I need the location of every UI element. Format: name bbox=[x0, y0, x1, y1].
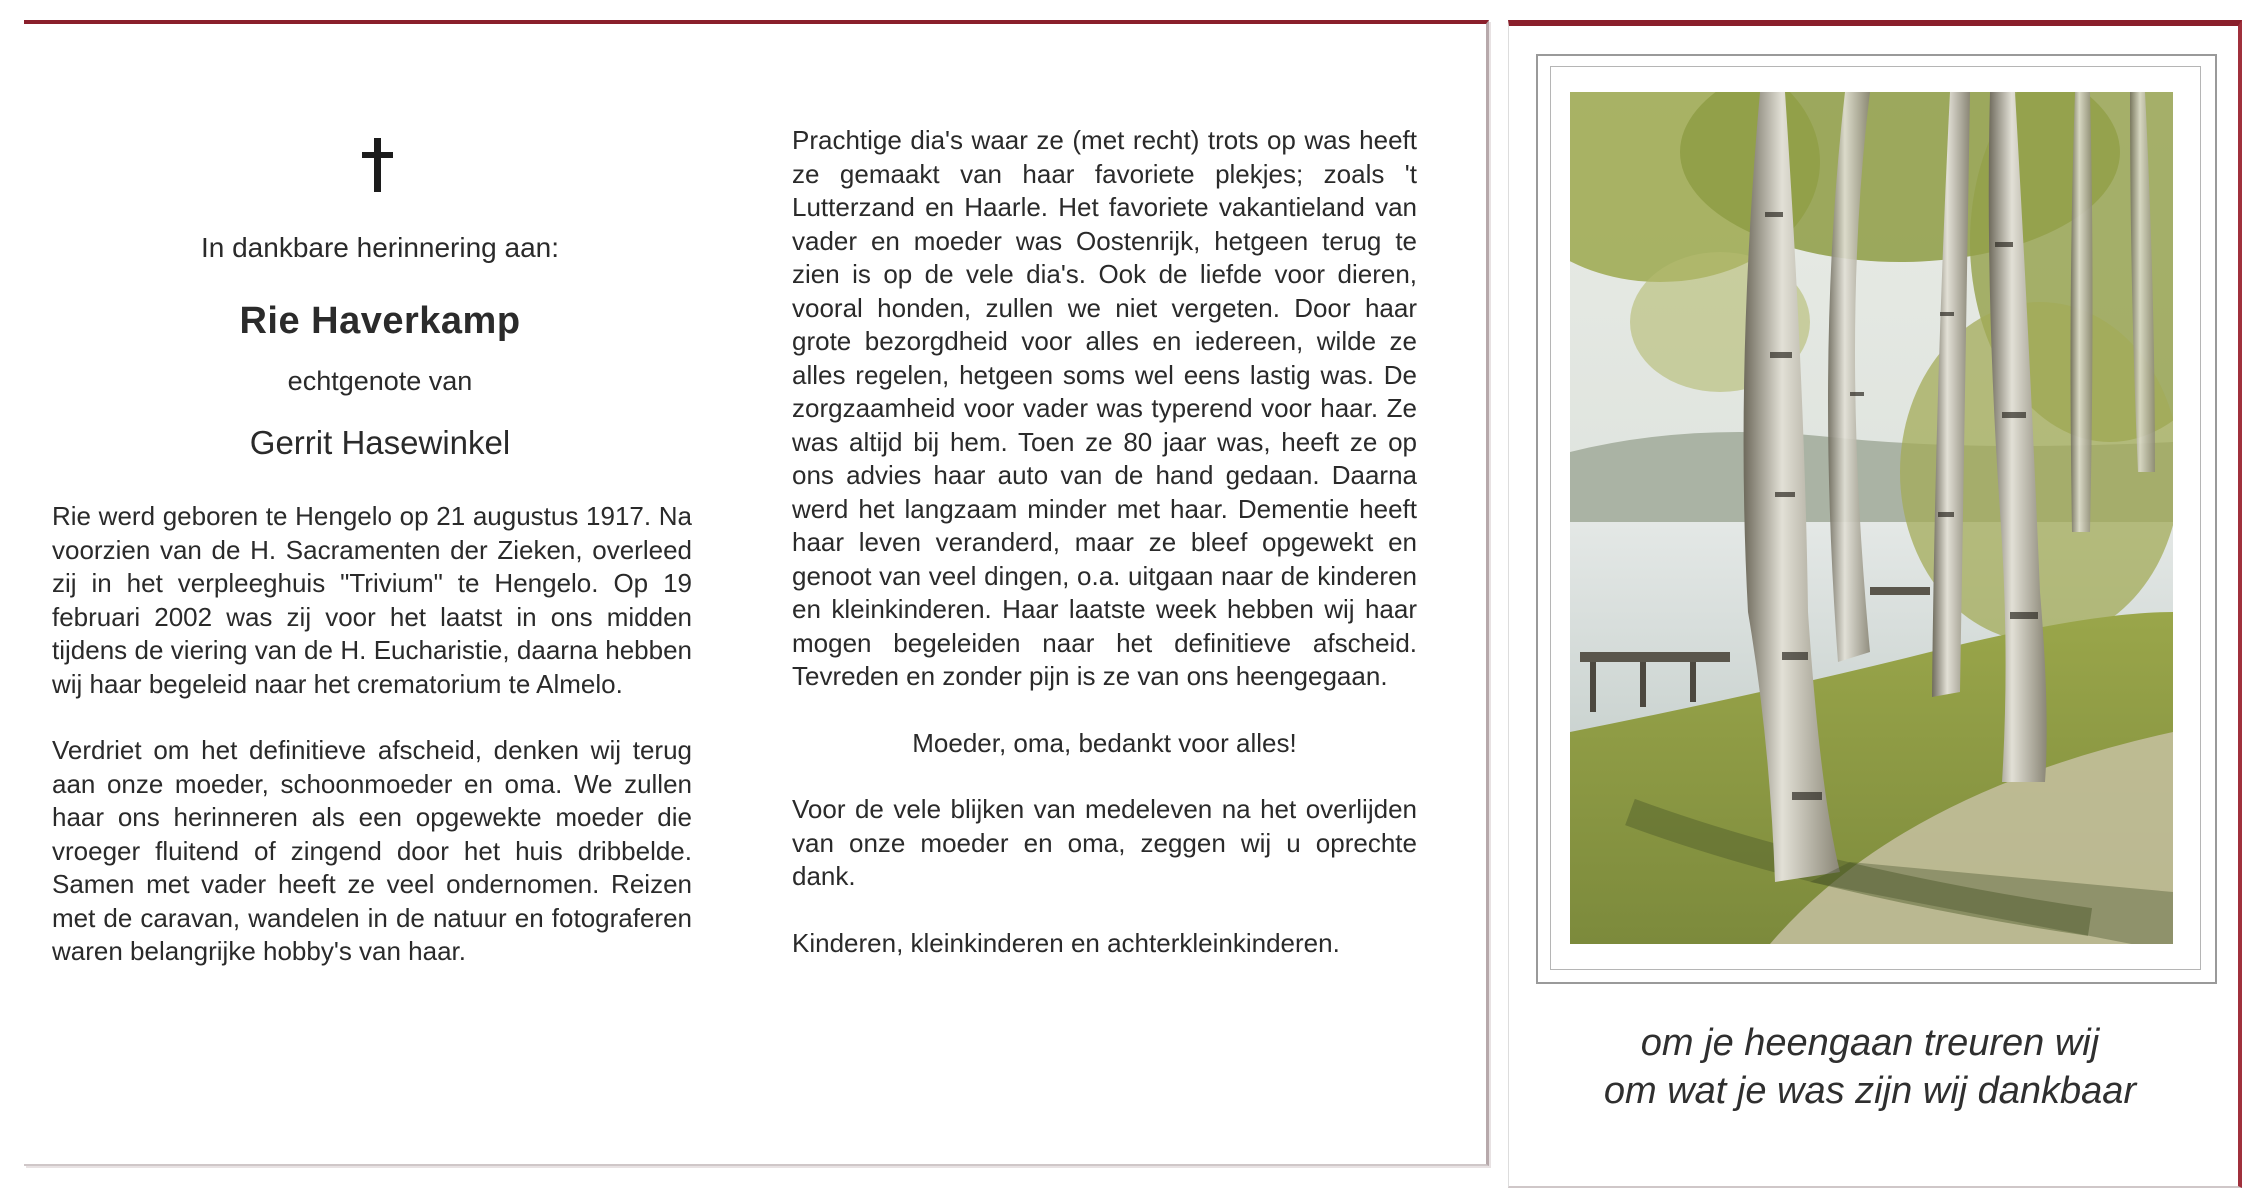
birch-lake-photo bbox=[1570, 92, 2173, 944]
verse-line-2: om wat je was zijn wij dankbaar bbox=[1603, 1070, 2137, 1112]
signature-line: Kinderen, kleinkinderen en achterkleinkinderen. bbox=[792, 927, 1340, 958]
cross-icon bbox=[358, 138, 398, 192]
left-text-column bbox=[52, 500, 692, 969]
cross-icon-horizontal bbox=[362, 152, 393, 158]
memories-paragraph: Verdriet om het definitieve afscheid, denken wij terug aan onze moeder, schoonmoeder en oma. We zullen haar ons herinneren als een opgewekte moeder die vroeger fluitend of zingend door het huis dribbelde. Samen met vader heeft ze veel ondernomen. Reizen met de caravan, wandelen in de natuur en fotograferen waren belangrijke hobby's van haar. bbox=[52, 735, 692, 966]
intro-text: In dankbare herinnering aan: bbox=[200, 232, 560, 263]
spouse-label: echtgenote van bbox=[287, 366, 473, 396]
biography-paragraph: Rie werd geboren te Hengelo op 21 augustus 1917. Na voorzien van de H. Sacramenten der Zieken, overleed zij in het verpleeghuis "Trivium" te Hengelo. Op 19 februari 2002 was zij voor het laatst in ons midden tijdens de viering van de H. Eucharistie, daarna hebben wij haar begeleid naar het crematorium te Almelo. bbox=[52, 501, 692, 699]
thanks-line: Moeder, oma, bedankt voor alles! bbox=[912, 727, 1297, 758]
spouse-name: Gerrit Hasewinkel bbox=[249, 424, 511, 461]
cross-icon-vertical bbox=[374, 138, 381, 192]
right-text-column bbox=[792, 124, 1417, 960]
verse-line-1: om je heengaan treuren wij bbox=[1640, 1022, 2100, 1064]
gratitude-paragraph: Voor de vele blijken van medeleven na het overlijden van onze moeder en oma, zeggen wij u oprechte dank. bbox=[792, 794, 1417, 891]
birch-lake-photo-image bbox=[1570, 92, 2173, 944]
life-paragraph: Prachtige dia's waar ze (met recht) trots op was heeft ze gemaakt van haar favoriete plekjes; zoals 't Lutterzand en Haarle. Het favoriete vakantieland van vader en moeder was Oostenrijk, hetgeen terug te zien is op de vele dia's. Ook de liefde voor dieren, vooral honden, zullen we niet vergeten. Door haar grote bezorgdheid voor alles en iedereen, wilde ze alles regelen, hetgeen soms wel eens lastig was. De zorgzaamheid voor vader was typerend voor haar. Ze was altijd bij hem. Toen ze 80 jaar was, heeft ze op ons advies haar auto van de hand gedaan. Daarna werd het langzaam minder met haar. Dementie heeft haar leven veranderd, maar ze bleef opgewekt en genoot van veel dingen, o.a. uitgaan naar de kinderen en kleinkinderen. Haar laatste week hebben wij haar mogen begeleiden naar het definitieve afscheid. Tevreden en zonder pijn is ze van ons heengegaan. bbox=[792, 125, 1417, 691]
deceased-name: Rie Haverkamp bbox=[239, 300, 521, 342]
